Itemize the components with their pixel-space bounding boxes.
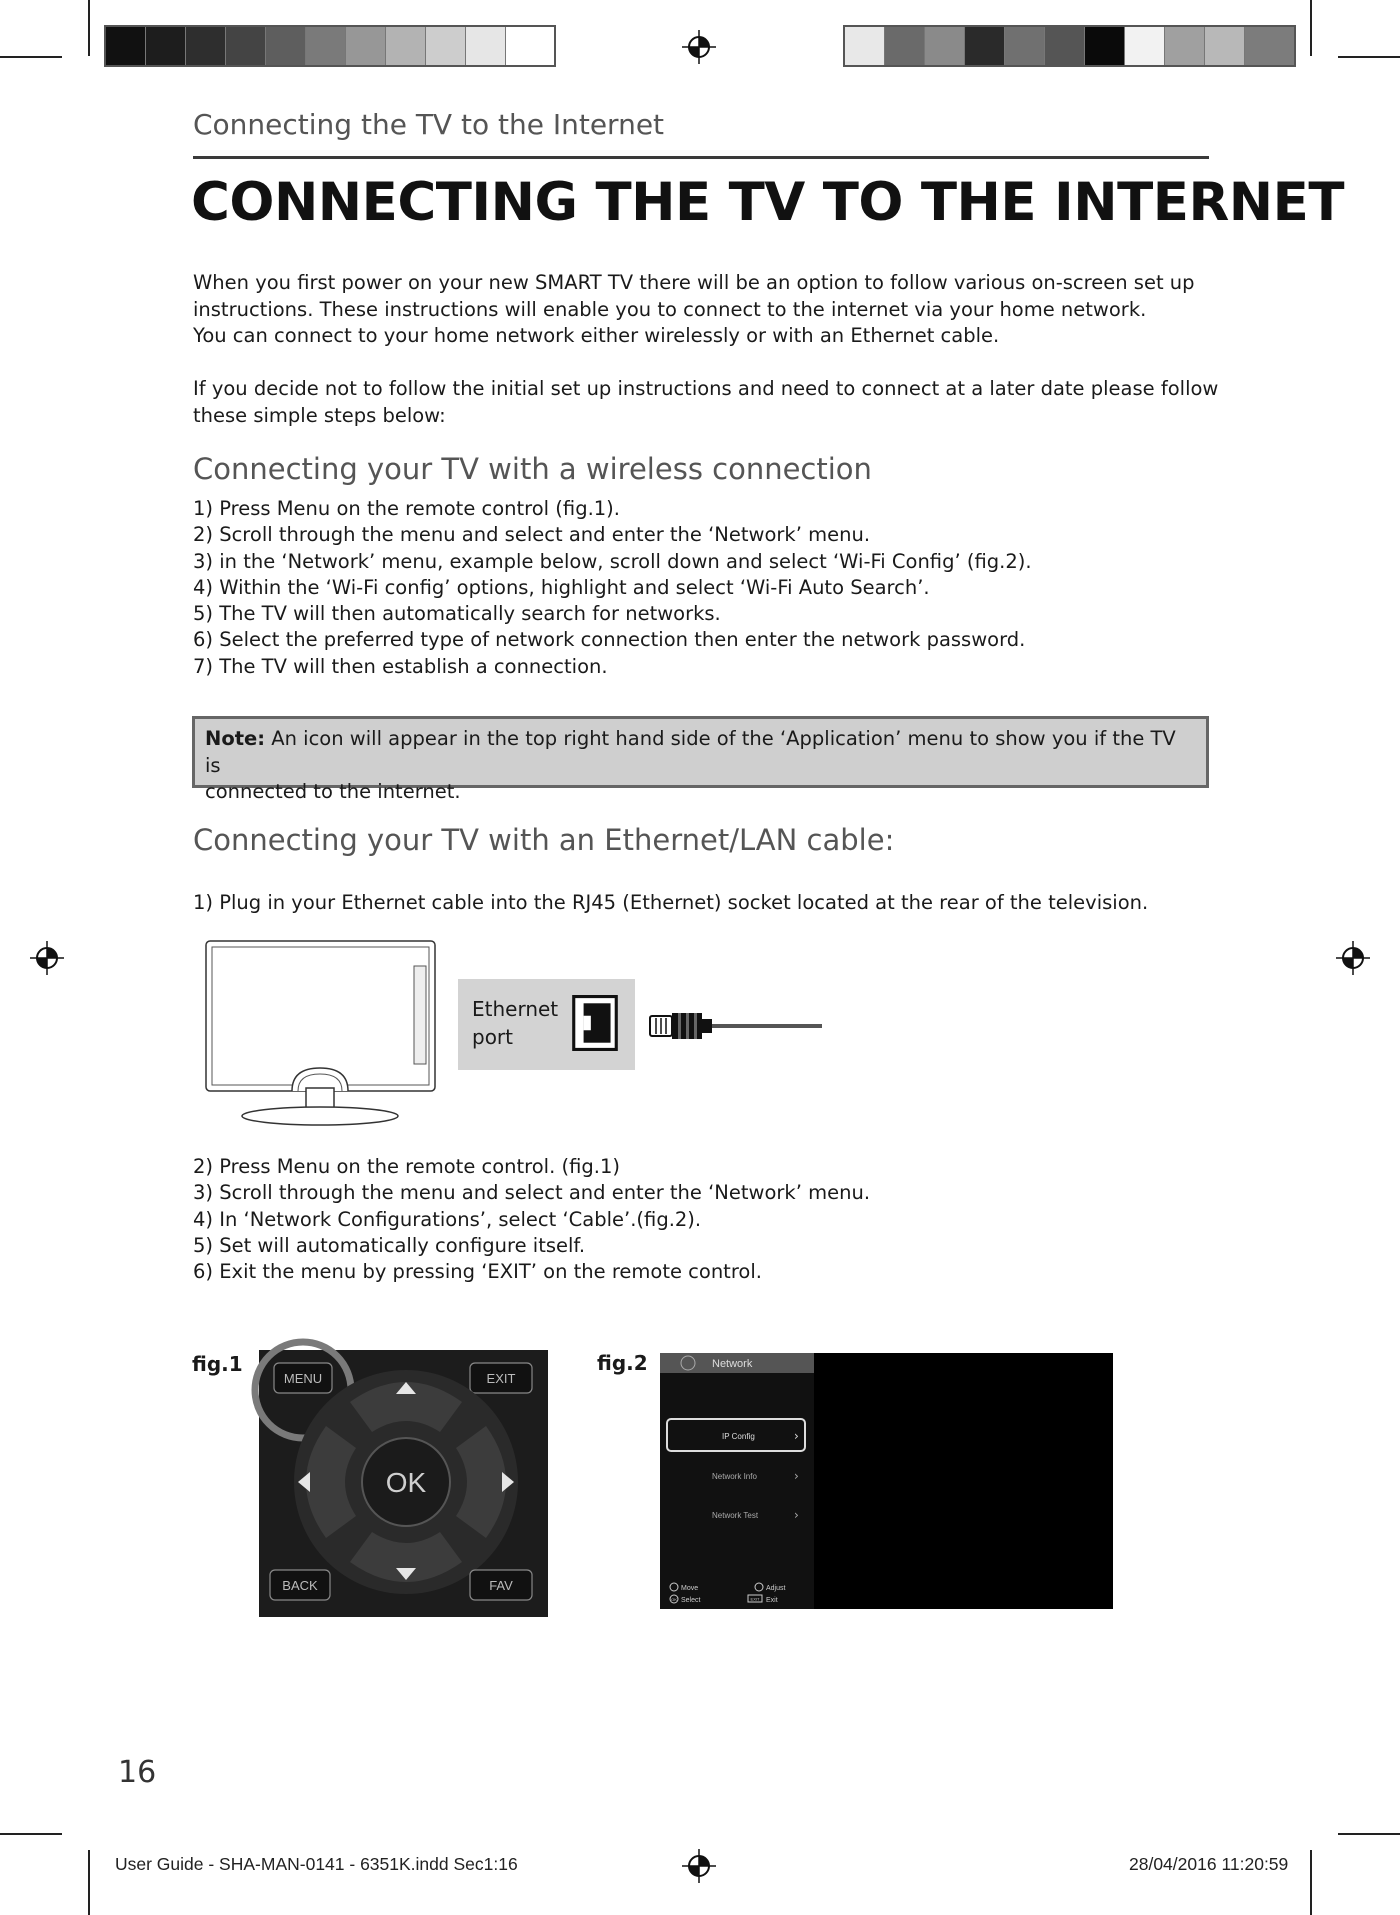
ethernet-port-label-line: Ethernet	[472, 997, 559, 1021]
slug-right: 28/04/2016 11:20:59	[1129, 1854, 1289, 1874]
page-number: 16	[118, 1755, 157, 1790]
wireless-heading: Connecting your TV with a wireless connection	[193, 452, 872, 486]
note-line	[205, 726, 1196, 779]
tv-illustration	[200, 938, 440, 1130]
fig2-label: fig.2	[597, 1351, 648, 1375]
intro-paragraph-2	[193, 376, 1223, 429]
ok-label: OK	[385, 1467, 427, 1498]
wireless-steps	[193, 496, 1032, 680]
registration-mark-icon	[1336, 941, 1370, 975]
note-line: connected to the internet.	[205, 780, 461, 803]
step-item: 5) Set will automatically configure itself.	[193, 1233, 586, 1257]
crop-mark	[1310, 1850, 1312, 1915]
exit-label: EXIT	[486, 1371, 516, 1386]
intro-line: When you first power on your new SMART TV there will be an option to follow various on-screen set up	[193, 271, 1195, 294]
crop-mark	[1338, 1833, 1400, 1835]
ethernet-port-label-line: port	[472, 1025, 513, 1049]
step-item: 4) Within the ‘Wi-Fi config’ options, highlight and select ‘Wi-Fi Auto Search’.	[193, 575, 930, 599]
intro-paragraph	[193, 270, 1223, 350]
ethernet-heading: Connecting your TV with an Ethernet/LAN cable:	[193, 823, 895, 857]
ethernet-port-label	[472, 995, 558, 1051]
step-item: 4) In ‘Network Configurations’, select ‘Cable’.(fig.2).	[193, 1207, 702, 1231]
ethernet-port-callout	[458, 979, 635, 1070]
crop-mark	[88, 1850, 90, 1915]
step-item: 1) Press Menu on the remote control (fig.1).	[193, 497, 620, 520]
back-label: BACK	[282, 1578, 318, 1593]
crop-mark	[1310, 0, 1312, 56]
running-head: Connecting the TV to the Internet	[193, 108, 665, 141]
network-title: Network	[712, 1358, 753, 1370]
intro-line: these simple steps below:	[193, 403, 446, 427]
network-menu-figure	[660, 1353, 1113, 1609]
crop-mark	[1338, 1833, 1340, 1834]
exit-key-label: EXIT	[750, 1596, 760, 1602]
step-item: 2) Press Menu on the remote control. (fig.1)	[193, 1155, 620, 1178]
ok-key-label: OK	[671, 1597, 677, 1602]
header-rule	[193, 156, 1209, 159]
hint-exit: Exit	[766, 1597, 778, 1604]
crop-mark	[0, 1833, 62, 1835]
slug-left: User Guide - SHA-MAN-0141 - 6351K.indd Sec1:16	[115, 1854, 518, 1874]
chevron-right-icon: ›	[794, 1469, 799, 1483]
colour-bar-left	[104, 25, 556, 67]
note-label: Note:	[205, 727, 266, 750]
step-item: 2) Scroll through the menu and select and enter the ‘Network’ menu.	[193, 523, 871, 547]
step-item: 6) Exit the menu by pressing ‘EXIT’ on the remote control.	[193, 1260, 762, 1284]
chevron-right-icon: ›	[794, 1508, 799, 1522]
crop-mark	[1338, 56, 1400, 58]
colour-bar-right	[843, 25, 1296, 67]
step-item: 7) The TV will then establish a connection.	[193, 654, 608, 678]
step-item: 3) Scroll through the menu and select and enter the ‘Network’ menu.	[193, 1181, 871, 1205]
registration-mark-icon	[682, 1849, 716, 1883]
intro-line: instructions. These instructions will enable you to connect to the internet via your home network.	[193, 297, 1147, 321]
fav-label: FAV	[489, 1578, 513, 1593]
hint-move: Move	[681, 1585, 699, 1592]
hint-adjust: Adjust	[766, 1585, 786, 1592]
menu-item: Network Info	[712, 1472, 757, 1481]
crop-mark	[0, 56, 62, 58]
registration-mark-icon	[682, 30, 716, 64]
menu-item: IP Config	[722, 1432, 755, 1441]
fig1-label: fig.1	[192, 1352, 243, 1376]
ethernet-step-1: 1) Plug in your Ethernet cable into the RJ45 (Ethernet) socket located at the rear of the television.	[193, 891, 1149, 914]
chevron-right-icon: ›	[794, 1429, 799, 1443]
step-item: 3) in the ‘Network’ menu, example below, scroll down and select ‘Wi-Fi Config’ (fig.2).	[193, 549, 1032, 573]
step-item: 5) The TV will then automatically search for networks.	[193, 602, 721, 626]
step-item: 6) Select the preferred type of network connection then enter the network password.	[193, 628, 1026, 652]
intro-line: You can connect to your home network either wirelessly or with an Ethernet cable.	[193, 324, 1000, 347]
page-title: CONNECTING THE TV TO THE INTERNET	[191, 172, 1345, 233]
intro-line: If you decide not to follow the initial set up instructions and need to connect at a later date please follow	[193, 377, 1219, 400]
note-text: An icon will appear in the top right hand side of the ‘Application’ menu to show you if the TV is	[205, 727, 1176, 777]
ethernet-steps	[193, 1154, 870, 1285]
rj45-socket-icon	[572, 995, 618, 1051]
ethernet-cable-icon	[648, 1008, 823, 1044]
registration-mark-icon	[30, 941, 64, 975]
menu-label: MENU	[283, 1371, 323, 1386]
remote-control-figure	[250, 1332, 550, 1619]
menu-item: Network Test	[712, 1511, 759, 1520]
crop-mark	[88, 0, 90, 56]
note-box	[192, 716, 1209, 803]
hint-select: Select	[681, 1597, 701, 1604]
